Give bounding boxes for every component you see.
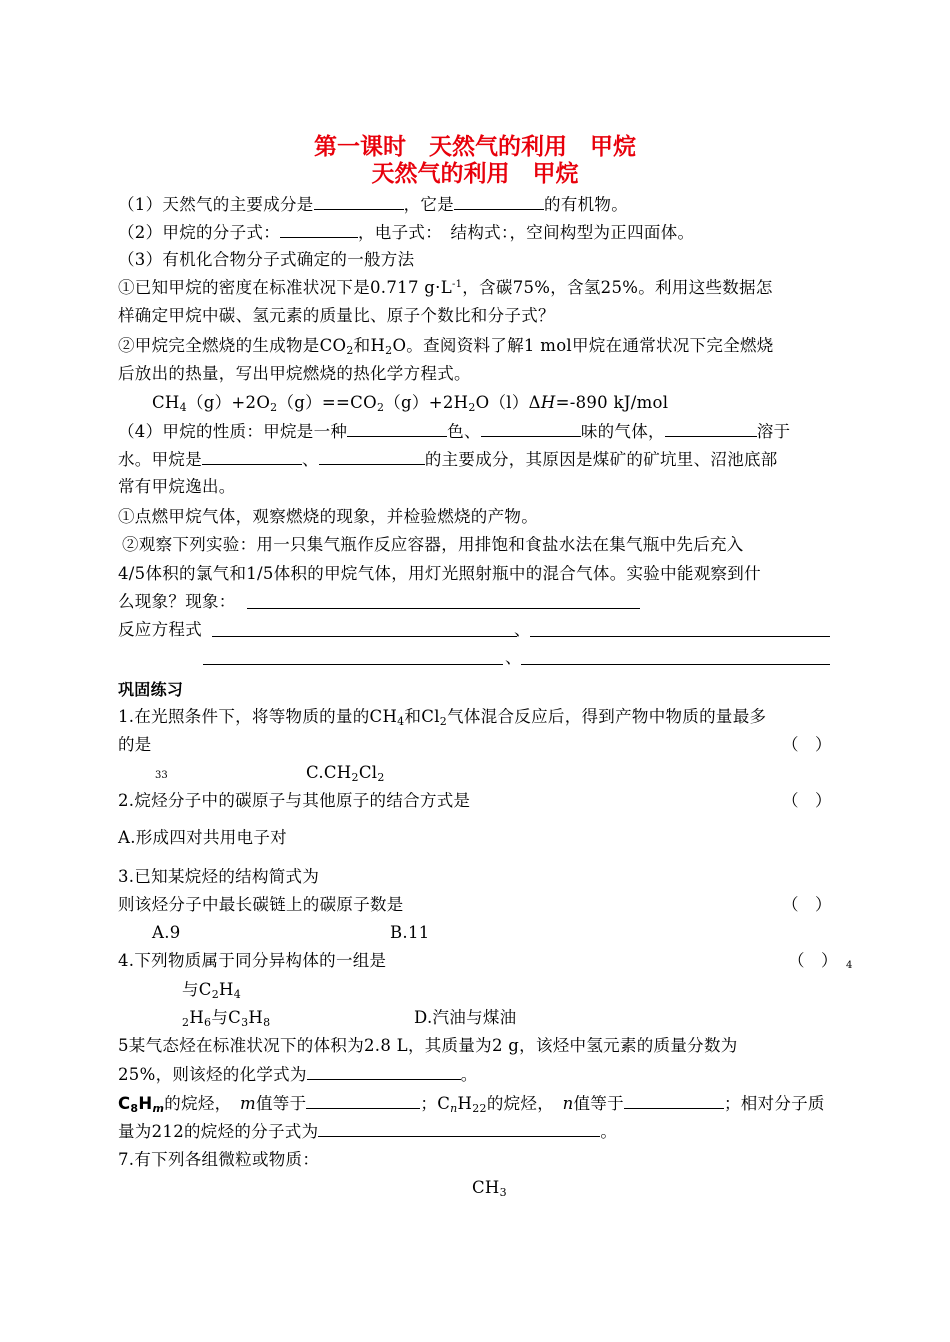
point-2-line-2: 后放出的热量，写出甲烷燃烧的热化学方程式。 bbox=[118, 364, 471, 383]
point-1-line-1: ①已知甲烷的密度在标准状况下是0.717 $g\cdot L^{-1}$，含碳75%，含氢25%。利用这些数据怎 bbox=[118, 278, 773, 297]
question-4-line-2: 水。甲烷是 、 的主要成分，其原因是煤矿的矿坑里、沼池底部 bbox=[118, 450, 778, 469]
question-4-line-1: （4）甲烷的性质：甲烷是一种 色、 味的气体， 溶于 bbox=[118, 422, 791, 441]
blank-n-value[interactable] bbox=[624, 1092, 724, 1109]
exercise-4-option-b: 与$C_2H_4$ bbox=[182, 980, 242, 1001]
blank-equation-1[interactable] bbox=[212, 636, 517, 637]
point-1-line-2: 样确定甲烷中碳、氢元素的质量比、原子个数比和分子式？ bbox=[118, 306, 555, 325]
exercise-4: 4.下列物质属于同分异构体的一组是 bbox=[118, 951, 387, 970]
exercise-1-line-1: 1.在光照条件下，将等物质的量的$CH_4$和$Cl_2$气体混合反应后，得到产物中物质的量最多 bbox=[118, 707, 767, 728]
blank-gas-2[interactable] bbox=[319, 448, 425, 465]
exercise-4-fragment: 4 bbox=[846, 960, 853, 971]
exercise-7: 7.有下列各组微粒或物质： bbox=[118, 1150, 320, 1169]
section-title: 天然气的利用 甲烷 bbox=[371, 161, 579, 187]
exercise-1-fragment: 33 bbox=[155, 770, 168, 781]
question-1-line: （1）天然气的主要成分是 ，它是 的有机物。 bbox=[118, 195, 629, 214]
blank-solubility[interactable] bbox=[665, 420, 757, 437]
thermochemical-equation: $CH_4(g)+2O_2(g)==CO_2(g)+2H_2O(l)\Delta H=-890$ kJ/mol bbox=[152, 393, 669, 414]
exercise-3-line-1: 3.已知某烷烃的结构简式为 bbox=[118, 867, 320, 886]
experiment-2-line-2: 4/5体积的氯气和1/5体积的甲烷气体，用灯光照射瓶中的混合气体。实验中能观察到什 bbox=[118, 564, 761, 583]
practice-heading: 巩固练习 bbox=[118, 680, 184, 699]
point-2-line-1: ②甲烷完全燃烧的生成物是$CO_2$和$H_2O$。查阅资料了解1 mol甲烷在通常状况下完全燃烧 bbox=[118, 336, 774, 357]
exercise-3-answer-paren[interactable]: （ ） bbox=[782, 895, 832, 914]
blank-equation-3[interactable] bbox=[203, 664, 503, 665]
blank-phenomenon[interactable] bbox=[247, 608, 640, 609]
exercise-1-line-2: 的是 bbox=[118, 735, 152, 754]
question-3-line: （3）有机化合物分子式确定的一般方法 bbox=[118, 250, 415, 269]
experiment-2-line-1: ②观察下列实验：用一只集气瓶作反应容器，用排饱和食盐水法在集气瓶中先后充入 bbox=[122, 535, 744, 554]
exercise-3-option-b: B.11 bbox=[390, 923, 430, 942]
exercise-4-option-c: $_2H_6$与$C_3H_8$ bbox=[182, 1008, 271, 1029]
blank-equation-2[interactable] bbox=[530, 636, 830, 637]
blank-gas-1[interactable] bbox=[202, 448, 302, 465]
methyl-group-label: $CH_3$ bbox=[472, 1178, 507, 1199]
experiment-1: ①点燃甲烷气体，观察燃烧的现象，并检验燃烧的产物。 bbox=[118, 507, 538, 526]
question-4-line-3: 常有甲烷逸出。 bbox=[118, 477, 236, 496]
exercise-4-option-d: D.汽油与煤油 bbox=[414, 1008, 517, 1027]
equation-separator-2: 、 bbox=[505, 648, 522, 667]
exercise-3-option-a: A.9 bbox=[152, 923, 181, 942]
experiment-2-line-3: 么现象？现象： bbox=[118, 592, 236, 611]
exercise-6-line-2: 量为212的烷烃的分子式为 。 bbox=[118, 1122, 618, 1141]
exercise-2: 2.烷烃分子中的碳原子与其他原子的结合方式是 bbox=[118, 791, 471, 810]
exercise-5-line-2: 25%，则该烃的化学式为 。 bbox=[118, 1065, 478, 1084]
blank-color[interactable] bbox=[347, 420, 447, 437]
exercise-2-answer-paren[interactable]: （ ） bbox=[782, 791, 832, 810]
exercise-5-line-1: 5某气态烃在标准状况下的体积为2.8 L，其质量为2 g，该烃中氢元素的质量分数为 bbox=[118, 1036, 738, 1055]
equation-separator-1: 、 bbox=[514, 620, 531, 639]
blank-simplest[interactable] bbox=[454, 193, 544, 210]
blank-m-value[interactable] bbox=[306, 1092, 420, 1109]
blank-odor[interactable] bbox=[481, 420, 581, 437]
reaction-equation-label: 反应方程式 bbox=[118, 620, 202, 639]
exercise-2-option-a: A.形成四对共用电子对 bbox=[118, 828, 287, 847]
exercise-6-line-1: $C_8H_m$的烷烃， m值等于 ；$C_nH_{22}$的烷烃， n值等于 ；相对分子质 bbox=[118, 1094, 825, 1115]
lesson-title: 第一课时 天然气的利用 甲烷 bbox=[314, 134, 636, 160]
blank-equation-4[interactable] bbox=[521, 664, 830, 665]
blank-molecular-formula[interactable] bbox=[280, 221, 358, 238]
exercise-1-option-c: $C.CH_2Cl_2$ bbox=[306, 763, 385, 784]
question-2-line: （2）甲烷的分子式： ，电子式： 结构式：，空间构型为正四面体。 bbox=[118, 223, 695, 242]
blank-formula[interactable] bbox=[307, 1063, 461, 1080]
exercise-4-answer-paren[interactable]: （ ） bbox=[788, 951, 838, 970]
exercise-1-answer-paren[interactable]: （ ） bbox=[782, 735, 832, 754]
blank-alkane-formula[interactable] bbox=[318, 1120, 600, 1137]
blank-main-component[interactable] bbox=[314, 193, 404, 210]
exercise-3-line-2: 则该烃分子中最长碳链上的碳原子数是 bbox=[118, 895, 404, 914]
